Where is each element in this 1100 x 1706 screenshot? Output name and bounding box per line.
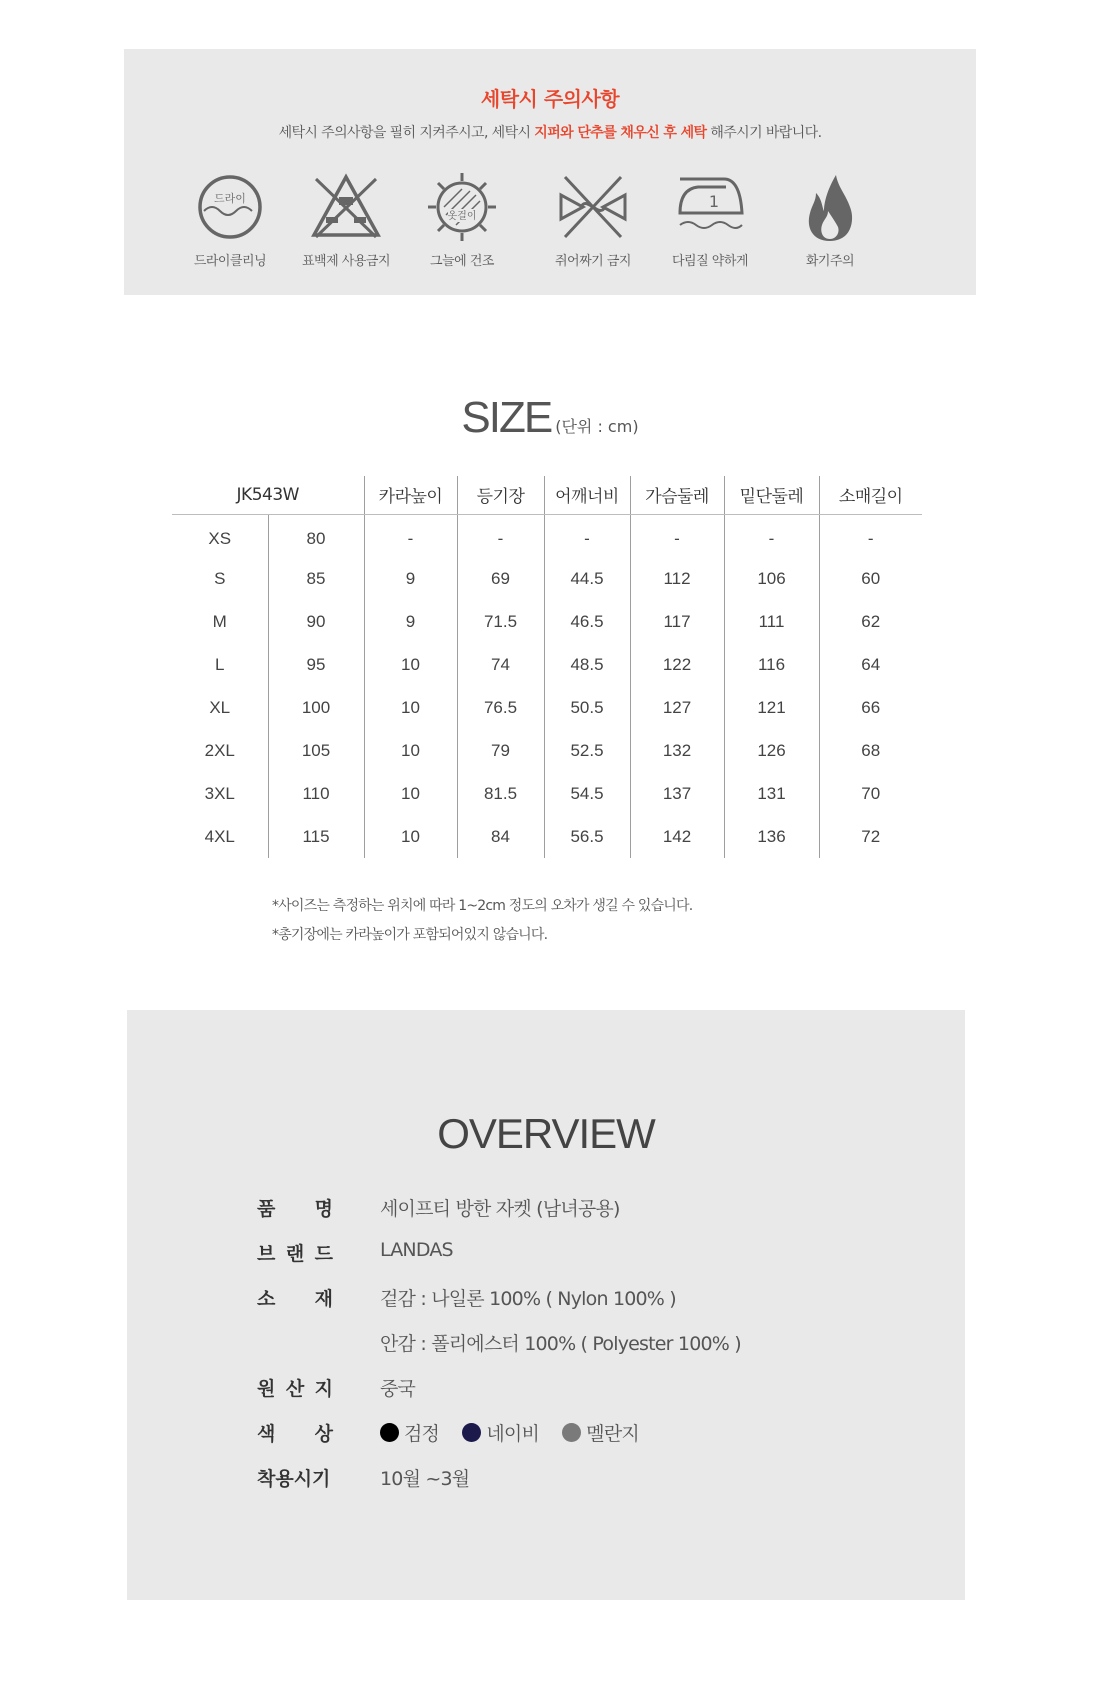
label-char: 품 <box>257 1198 276 1220</box>
origin-value: 중국 <box>380 1378 416 1400</box>
size-cell: 116 <box>724 643 819 686</box>
size-cell: 10 <box>364 772 457 815</box>
color-option-melange <box>562 1423 639 1445</box>
label-char: 재 <box>314 1288 333 1310</box>
size-cell: 127 <box>630 686 724 729</box>
color-option-black <box>380 1423 439 1445</box>
size-cell: S <box>214 568 226 588</box>
color-swatch <box>380 1423 399 1442</box>
brand-label <box>257 1239 333 1266</box>
size-cell: 126 <box>724 729 819 772</box>
flame-icon <box>790 167 870 247</box>
size-header-collar: 카라높이 <box>364 476 457 514</box>
care-desc-text-end: 해주시기 바랍니다. <box>706 125 822 141</box>
product-label <box>257 1194 333 1221</box>
color-name: 멜란지 <box>586 1423 639 1445</box>
size-cell: 117 <box>630 600 724 643</box>
color-swatch <box>562 1423 581 1442</box>
label-char: 드 <box>314 1243 333 1265</box>
size-cell: 10 <box>364 729 457 772</box>
label-char: 랜 <box>285 1243 305 1265</box>
color-option-navy <box>462 1423 539 1445</box>
size-cell: - <box>544 514 630 557</box>
size-cell: 4XL <box>204 826 235 846</box>
overview-row-color <box>127 1419 965 1459</box>
size-cell: 76.5 <box>457 686 544 729</box>
iron-low-icon <box>670 167 750 247</box>
size-cell: 52.5 <box>544 729 630 772</box>
season-label: 착용시기 <box>257 1468 331 1490</box>
table-row <box>172 514 922 557</box>
size-cell: 74 <box>457 643 544 686</box>
size-cell: 54.5 <box>544 772 630 815</box>
size-cell: 3XL <box>204 783 235 803</box>
table-row <box>172 729 922 772</box>
size-cell: 80 <box>268 514 364 557</box>
care-description <box>124 122 976 142</box>
overview-row-origin <box>127 1374 965 1414</box>
overview-row-season <box>127 1464 965 1504</box>
size-cell: M <box>212 611 227 631</box>
size-cell: - <box>630 514 724 557</box>
overview-row-brand <box>127 1239 965 1279</box>
size-cell: 142 <box>630 815 724 858</box>
no-wring-icon <box>553 167 633 247</box>
size-cell: 110 <box>268 772 364 815</box>
size-cell: 62 <box>819 600 922 643</box>
size-cell: L <box>215 654 225 674</box>
care-label-dry-clean: 드라이클리닝 <box>193 254 267 269</box>
size-cell: 71.5 <box>457 600 544 643</box>
shade-dry-icon <box>422 167 502 247</box>
label-char: 소 <box>257 1288 276 1310</box>
size-cell: 122 <box>630 643 724 686</box>
overview-row-material <box>127 1284 965 1324</box>
size-cell: 2XL <box>204 740 235 760</box>
size-unit: (단위 : cm) <box>555 417 639 436</box>
origin-label <box>257 1374 333 1401</box>
table-row <box>172 643 922 686</box>
material-inner: 안감 : 폴리에스터 100% ( Polyester 100% ) <box>380 1333 741 1355</box>
label-char: 지 <box>314 1378 333 1400</box>
size-cell: 105 <box>268 729 364 772</box>
size-cell: 111 <box>724 600 819 643</box>
size-cell: 132 <box>630 729 724 772</box>
label-char: 원 <box>257 1378 276 1400</box>
size-cell: - <box>724 514 819 557</box>
size-note: *총기장에는 카라높이가 포함되어있지 않습니다. <box>272 927 548 943</box>
size-cell: - <box>457 514 544 557</box>
size-cell: XL <box>209 697 231 717</box>
size-cell: 85 <box>268 557 364 600</box>
iron-low-icon-text: 1 <box>708 192 720 211</box>
size-cell: 136 <box>724 815 819 858</box>
size-cell: 9 <box>364 600 457 643</box>
table-row <box>172 815 922 858</box>
size-cell: 10 <box>364 686 457 729</box>
table-row <box>172 600 922 643</box>
color-name: 네이비 <box>486 1423 540 1445</box>
size-header-model: JK543W <box>172 476 364 514</box>
dry-clean-icon <box>190 167 270 247</box>
size-header-chest: 가슴둘레 <box>630 476 724 514</box>
size-cell: 131 <box>724 772 819 815</box>
dry-clean-icon-text: 드라이 <box>214 192 246 205</box>
size-cell: 70 <box>819 772 922 815</box>
size-title: SIZE <box>461 393 552 442</box>
care-desc-highlight: 지퍼와 단추를 채우신 후 세탁 <box>534 125 707 141</box>
size-note: *사이즈는 측정하는 위치에 따라 1~2cm 정도의 오차가 생길 수 있습니다. <box>272 898 693 914</box>
care-label-no-bleach: 표백제 사용금지 <box>301 254 391 269</box>
size-cell: 137 <box>630 772 724 815</box>
overview-row-product <box>127 1194 965 1234</box>
size-notes <box>272 892 692 950</box>
product-value: 세이프티 방한 자켓 (남녀공용) <box>380 1198 620 1220</box>
size-cell: 84 <box>457 815 544 858</box>
overview-row-material-inner <box>127 1329 965 1369</box>
color-swatch <box>462 1423 481 1442</box>
overview-section <box>127 1010 965 1600</box>
size-header-sleeve: 소매길이 <box>819 476 922 514</box>
care-label-iron-low: 다림질 약하게 <box>672 254 748 269</box>
color-name: 검정 <box>404 1423 440 1445</box>
care-section <box>124 49 976 295</box>
label-char: 색 <box>257 1423 276 1445</box>
care-label-flame: 화기주의 <box>805 254 855 269</box>
shade-dry-icon-text: 옷걸이 <box>447 211 477 222</box>
size-cell: - <box>364 514 457 557</box>
table-row <box>172 686 922 729</box>
size-cell: 50.5 <box>544 686 630 729</box>
size-cell: XS <box>208 528 232 548</box>
size-cell: 90 <box>268 600 364 643</box>
size-cell: 121 <box>724 686 819 729</box>
care-label-no-wring: 쥐어짜기 금지 <box>555 254 631 269</box>
size-cell: 60 <box>819 557 922 600</box>
table-row <box>172 772 922 815</box>
brand-value: LANDAS <box>380 1239 453 1261</box>
size-cell: 81.5 <box>457 772 544 815</box>
size-cell: - <box>819 514 922 557</box>
size-cell: 79 <box>457 729 544 772</box>
size-cell: 100 <box>268 686 364 729</box>
size-cell: 95 <box>268 643 364 686</box>
size-cell: 10 <box>364 643 457 686</box>
size-cell: 112 <box>630 557 724 600</box>
size-cell: 10 <box>364 815 457 858</box>
size-cell: 68 <box>819 729 922 772</box>
color-options <box>380 1419 657 1446</box>
size-cell: 69 <box>457 557 544 600</box>
label-char: 산 <box>285 1378 305 1400</box>
label-char: 상 <box>314 1423 333 1445</box>
material-label <box>257 1284 333 1311</box>
care-label-shade-dry: 그늘에 건조 <box>430 254 494 269</box>
size-cell: 9 <box>364 557 457 600</box>
size-cell: 64 <box>819 643 922 686</box>
size-cell: 115 <box>268 815 364 858</box>
size-cell: 44.5 <box>544 557 630 600</box>
no-bleach-icon <box>306 167 386 247</box>
size-header-shoulder: 어깨너비 <box>544 476 630 514</box>
label-char: 브 <box>257 1243 276 1265</box>
size-table <box>172 476 922 858</box>
table-row <box>172 557 922 600</box>
care-desc-text: 세탁시 주의사항을 필히 지켜주시고, 세탁시 <box>278 125 535 141</box>
size-header-back-length: 등기장 <box>457 476 544 514</box>
size-cell: 48.5 <box>544 643 630 686</box>
label-char: 명 <box>314 1198 333 1220</box>
size-cell: 106 <box>724 557 819 600</box>
size-cell: 46.5 <box>544 600 630 643</box>
size-header-hem: 밑단둘레 <box>724 476 819 514</box>
size-heading <box>0 393 1100 443</box>
overview-title: OVERVIEW <box>437 1110 655 1157</box>
color-label <box>257 1419 333 1446</box>
season-value: 10월 ~3월 <box>380 1468 470 1490</box>
care-title: 세탁시 주의사항 <box>480 87 620 111</box>
size-cell: 66 <box>819 686 922 729</box>
size-cell: 72 <box>819 815 922 858</box>
size-header-row <box>172 476 922 514</box>
size-cell: 56.5 <box>544 815 630 858</box>
material-outer: 겉감 : 나일론 100% ( Nylon 100% ) <box>380 1288 676 1310</box>
